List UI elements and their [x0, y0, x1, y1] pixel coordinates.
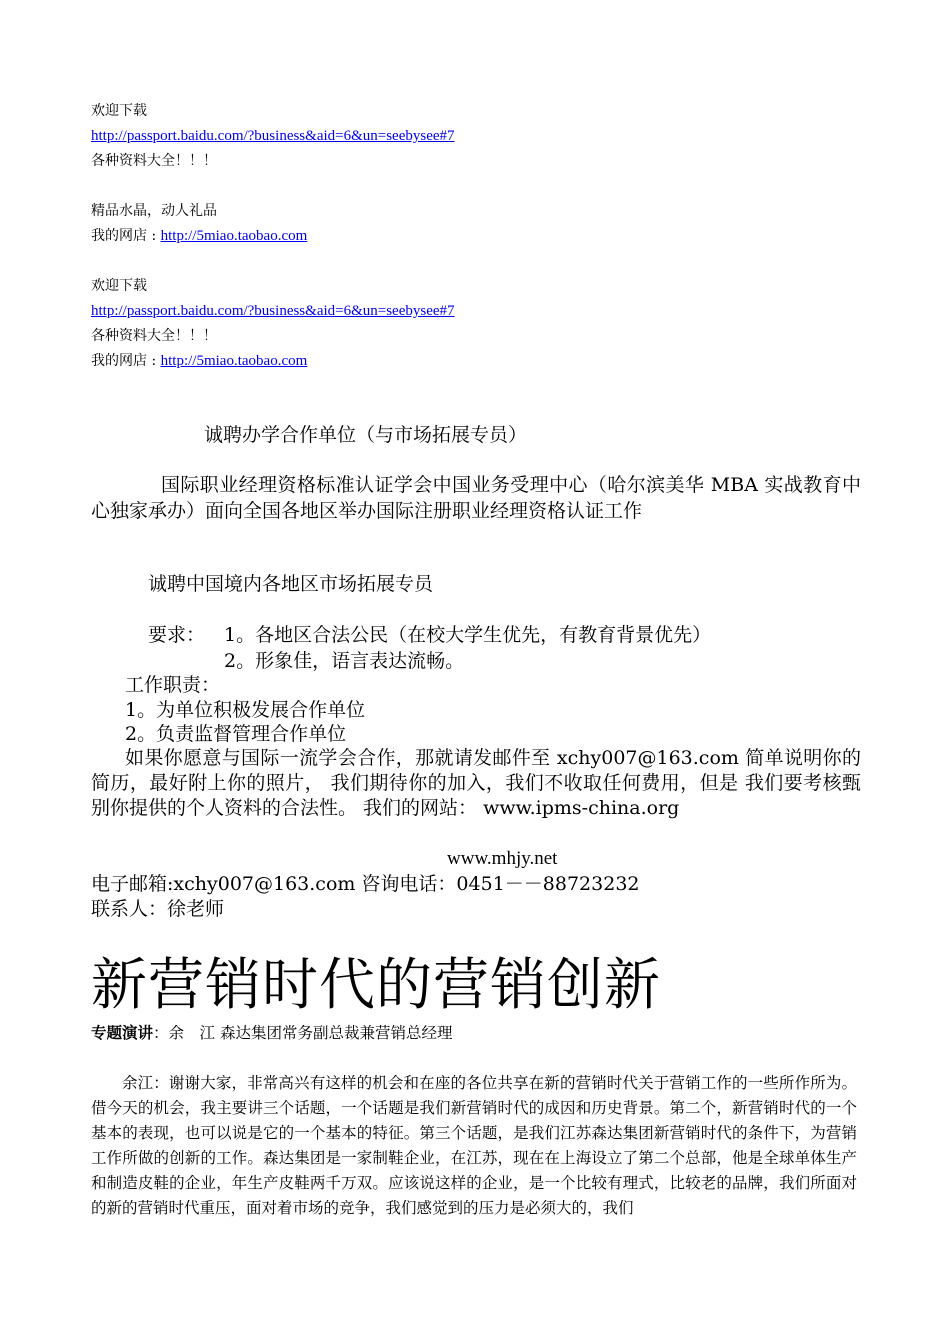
requirements	[148, 622, 711, 674]
welcome-text: 欢迎下载	[91, 103, 147, 119]
speaker-info: ：余 江 森达集团常务副总裁兼营销总经理	[153, 1024, 453, 1042]
requirement-item: 2。形象佳，语言表达流畅。	[224, 650, 465, 672]
shop-label: 我的网店 :	[91, 353, 161, 369]
duties-label: 工作职责：	[125, 674, 221, 696]
download-link[interactable]: http://passport.baidu.com/?business&aid=6&un=seebysee#7	[91, 303, 455, 319]
download-link[interactable]: http://passport.baidu.com/?business&aid=6&un=seebysee#7	[91, 128, 455, 144]
speaker-line	[91, 1021, 452, 1045]
shop-link[interactable]: http://5miao.taobao.com	[160, 228, 308, 244]
materials-text: 各种资料大全！！！	[91, 153, 217, 169]
recruit-intro: 国际职业经理资格标准认证学会中国业务受理中心（哈尔滨美华 MBA 实战教育中心独家承办）面向全国各地区举办国际注册职业经理资格认证工作	[91, 474, 861, 522]
contact-person: 联系人：徐老师	[91, 898, 225, 920]
crystal-text: 精品水晶，动人礼品	[91, 203, 217, 219]
duty-item: 2。负责监督管理合作单位	[125, 723, 347, 745]
shop-label: 我的网店 :	[91, 228, 161, 244]
materials-text: 各种资料大全！！！	[91, 328, 217, 344]
welcome-text: 欢迎下载	[91, 278, 147, 294]
article-title: 新营销时代的营销创新	[91, 953, 661, 1018]
apply-paragraph: 如果你愿意与国际一流学会合作，那就请发邮件至 xchy007@163.com 简单说明你的简历，最好附上你的照片， 我们期待你的加入，我们不收取任何费用，但是 我们要考核甄别你提供的个人资料的合法性。 我们的网站： www.ipms-china.org	[91, 747, 861, 819]
position-title: 诚聘中国境内各地区市场拓展专员	[148, 573, 434, 595]
ad-block-1	[91, 99, 455, 249]
recruit-heading: 诚聘办学合作单位（与市场拓展专员）	[204, 424, 528, 446]
ad-block-2	[91, 274, 455, 374]
requirement-item: 1。各地区合法公民（在校大学生优先，有教育背景优先）	[224, 624, 712, 646]
shop-link[interactable]: http://5miao.taobao.com	[160, 353, 308, 369]
speaker-label: 专题演讲	[91, 1024, 154, 1042]
contact-line: 电子邮箱:xchy007@163.com 咨询电话：0451－－88723232	[91, 873, 640, 895]
website-text: www.mhjy.net	[447, 848, 558, 869]
article-paragraph: 余江：谢谢大家，非常高兴有这样的机会和在座的各位共享在新的营销时代关于营销工作的一些所作所为。借今天的机会，我主要讲三个话题，一个话题是我们新营销时代的成因和历史背景。第二个，新营销时代的一个基本的表现，也可以说是它的一个基本的特征。第三个话题，是我们江苏森达集团新营销时代的条件下，为营销工作所做的创新的工作。森达集团是一家制鞋企业，在江苏，现在在上海设立了第二个总部，他是全球单体生产和制造皮鞋的企业，年生产皮鞋两千万双。应该说这样的企业，是一个比较有理式，比较老的品牌，我们所面对的新的营销时代重压，面对着市场的竞争，我们感觉到的压力是必须大的，我们	[91, 1074, 857, 1217]
duty-item: 1。为单位积极发展合作单位	[125, 699, 366, 721]
requirements-label: 要求：	[148, 624, 206, 646]
